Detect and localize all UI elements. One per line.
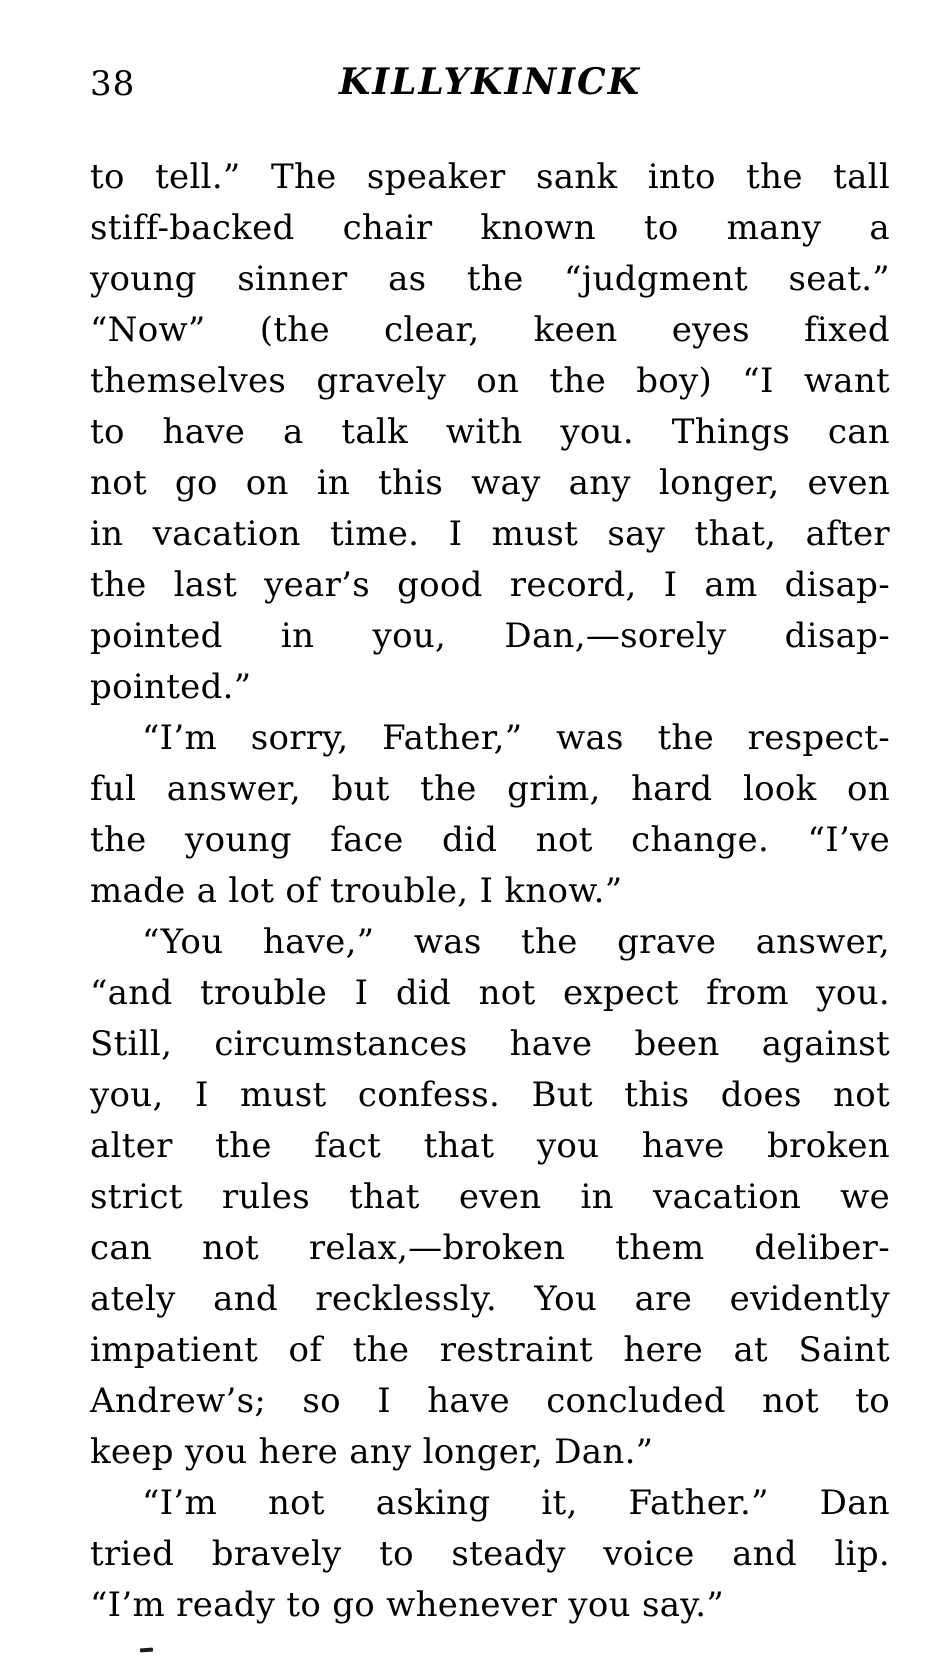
paragraph <box>90 917 890 1478</box>
text-line: you, I must confess. But this does not <box>90 1075 890 1115</box>
text-line: made a lot of trouble, I know.” <box>90 871 623 911</box>
text-line: alter the fact that you have broken <box>90 1126 890 1166</box>
ink-smudge <box>140 1648 153 1653</box>
text-line: impatient of the restraint here at Saint <box>90 1330 890 1370</box>
text-line: to tell.” The speaker sank into the tall <box>90 157 890 197</box>
text-line: ful answer, but the grim, hard look on <box>90 769 890 809</box>
text-line: the young face did not change. “I’ve <box>90 820 890 860</box>
text-line: in vacation time. I must say that, after <box>90 514 890 554</box>
text-line: “I’m sorry, Father,” was the respect- <box>142 718 890 758</box>
text-line: “I’m not asking it, Father.” Dan <box>142 1483 890 1523</box>
text-line: young sinner as the “judgment seat.” <box>90 259 890 299</box>
text-line: “Now” (the clear, keen eyes fixed <box>90 310 890 350</box>
page-header <box>90 62 890 108</box>
text-line: “and trouble I did not expect from you. <box>90 973 890 1013</box>
running-title: KILLYKINICK <box>339 61 641 103</box>
text-line: keep you here any longer, Dan.” <box>90 1432 654 1472</box>
page-body <box>90 152 890 1631</box>
text-line: pointed.” <box>90 667 252 707</box>
text-line: “You have,” was the grave answer, <box>142 922 890 962</box>
text-line: stiff-backed chair known to many a <box>90 208 890 248</box>
paragraph <box>90 713 890 917</box>
page-number: 38 <box>90 64 136 104</box>
text-line: themselves gravely on the boy) “I want <box>90 361 890 401</box>
text-line: tried bravely to steady voice and lip. <box>90 1534 890 1574</box>
text-line: pointed in you, Dan,—sorely disap- <box>90 616 890 656</box>
text-line: “I’m ready to go whenever you say.” <box>90 1585 725 1625</box>
text-line: can not relax,—broken them deliber- <box>90 1228 890 1268</box>
paragraph <box>90 152 890 713</box>
text-line: ately and recklessly. You are evidently <box>90 1279 890 1319</box>
paragraph <box>90 1478 890 1631</box>
text-line: to have a talk with you. Things can <box>90 412 890 452</box>
text-line: not go on in this way any longer, even <box>90 463 890 503</box>
text-line: Still, circumstances have been against <box>90 1024 890 1064</box>
text-line: strict rules that even in vacation we <box>90 1177 890 1217</box>
text-line: the last year’s good record, I am disap- <box>90 565 890 605</box>
text-line: Andrew’s; so I have concluded not to <box>90 1381 890 1421</box>
